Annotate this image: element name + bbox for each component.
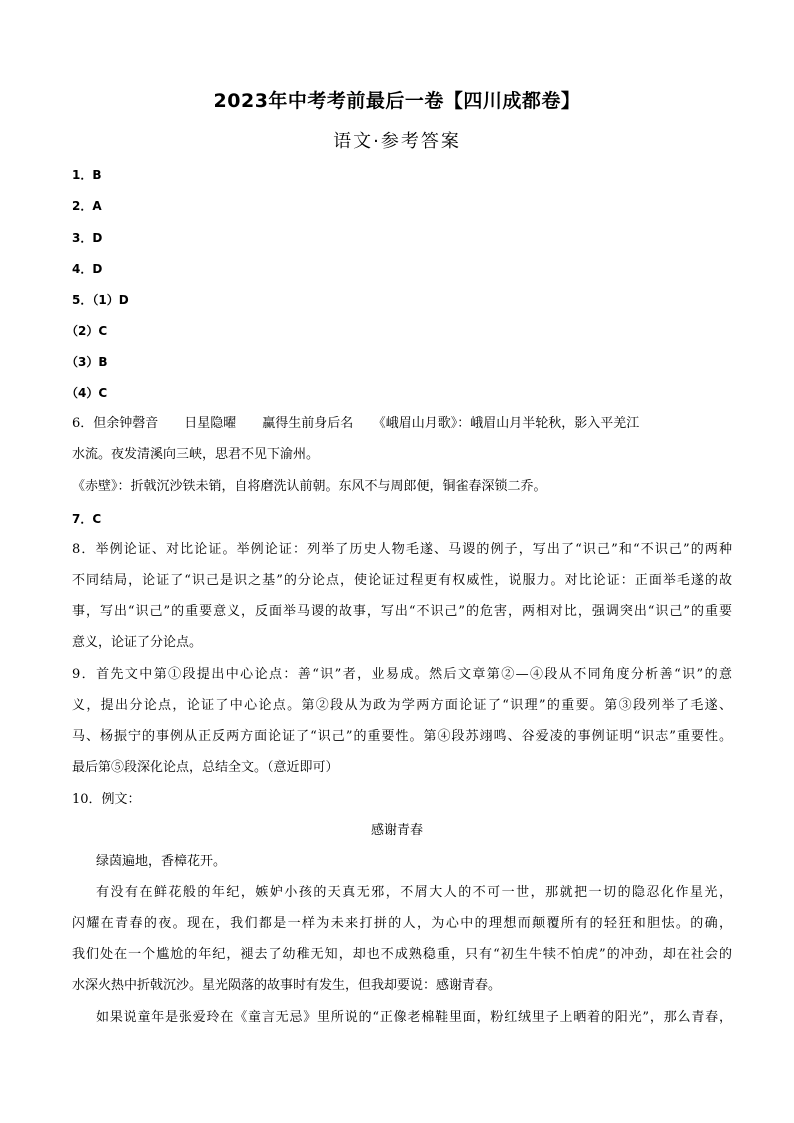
essay-paragraph-2-line-4: 水深火热中折戟沉沙。星光陨落的故事时有发生，但我却要说：感谢青春。 [72,978,502,993]
essay-paragraph-2-line-1: 有没有在鲜花般的年纪，嫉妒小孩的天真无邪，不屑大人的不可一世，那就把一切的隐忍化作星光， [96,885,732,900]
answer-7: 7．C [72,512,102,526]
page-title: 2023年中考考前最后一卷【四川成都卷】 [213,90,581,112]
answer-5-2: （2）C [66,324,108,338]
answer-8-line-2: 不同结局，论证了“识己是识之基”的分论点，使论证过程更有权威性，说服力。对比论证：正面举毛遂的故 [72,573,732,588]
answer-1: 1．B [72,168,102,182]
answer-5-3: （3）B [66,355,108,369]
answer-8-line-1: 8．举例论证、对比论证。举例论证：列举了历史人物毛遂、马谡的例子，写出了“识己”和“不识己”的两种 [72,542,732,557]
essay-paragraph-1: 绿茵遍地，香樟花开。 [96,854,227,869]
answer-6-line-3: 《赤壁》：折戟沉沙铁未销，自将磨洗认前朝。东风不与周郎便，铜雀春深锁二乔。 [72,479,547,494]
answer-3: 3．D [72,231,103,245]
essay-paragraph-3-line-1: 如果说童年是张爱玲在《童言无忌》里所说的“正像老棉鞋里面，粉红绒里子上晒着的阳光”，那么青春， [96,1010,732,1025]
answer-10-label: 10．例文： [72,792,141,807]
essay-paragraph-2-line-2: 闪耀在青春的夜。现在，我们都是一样为未来打拼的人，为心中的理想而颠覆所有的轻狂和胆怯。的确， [72,916,732,931]
essay-title: 感谢青春 [370,823,423,838]
answer-9-line-3: 马、杨振宁的事例从正反两方面论证了“识己”的重要性。第④段苏翊鸣、谷爱凌的事例证明“识志”重要性。 [72,729,732,744]
answer-9-line-1: 9．首先文中第①段提出中心论点：善“识”者，业易成。然后文章第②—④段从不同角度分析善“识”的意 [72,667,732,682]
answer-6-line-1: 6．但余钟磬音 日星隐曜 赢得生前身后名 《峨眉山月歌》：峨眉山月半轮秋，影入平羌江 [72,416,640,431]
answer-5-4: （4）C [66,386,108,400]
answer-4: 4．D [72,262,103,276]
answer-6-line-2: 水流。夜发清溪向三峡，思君不见下渝州。 [72,447,320,462]
answer-8-line-4: 意义，论证了分论点。 [72,635,203,650]
essay-paragraph-2-line-3: 我们处在一个尴尬的年纪，褪去了幼稚无知，却也不成熟稳重，只有“初生牛犊不怕虎”的冲劲，却在社会的 [72,947,732,962]
answer-5-1: 5．（1）D [72,293,129,307]
page-subtitle: 语文·参考答案 [333,131,461,152]
answer-9-line-2: 义，提出分论点，论证了中心论点。第②段从为政为学两方面论证了“识理”的重要。第③段列举了毛遂、 [72,698,732,713]
answer-8-line-3: 事，写出“识己”的重要意义，反面举马谡的故事，写出“不识己”的危害，两相对比，强调突出“识己”的重要 [72,604,732,619]
answer-2: 2．A [72,199,102,213]
answer-9-line-4: 最后第⑤段深化论点，总结全文。（意近即可） [72,760,339,775]
